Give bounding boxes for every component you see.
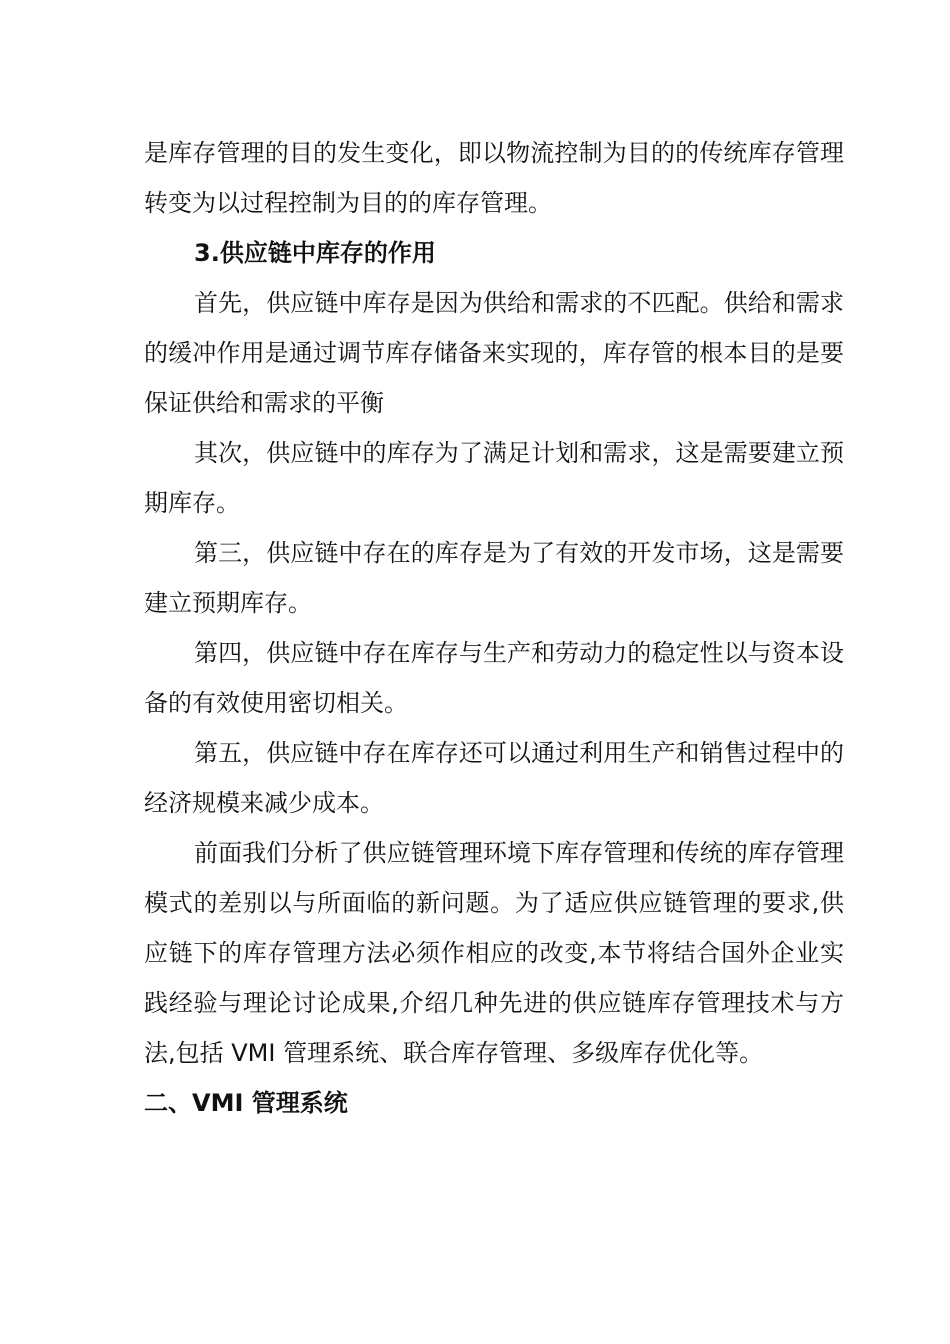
paragraph-third: 第三，供应链中存在的库存是为了有效的开发市场，这是需要建立预期库存。 bbox=[144, 539, 844, 617]
subheading-inventory-role: 3.供应链中库存的作用 bbox=[194, 239, 436, 267]
section-heading-vmi: 二、VMI 管理系统 bbox=[144, 1089, 348, 1117]
paragraph-fifth: 第五，供应链中存在库存还可以通过利用生产和销售过程中的经济规模来减少成本。 bbox=[144, 739, 844, 817]
paragraph-summary: 前面我们分析了供应链管理环境下库存管理和传统的库存管理模式的差别以与所面临的新问题。为了适应供应链管理的要求,供应链下的库存管理方法必须作相应的改变,本节将结合国外企业实践经验与理论讨论成果,介绍几种先进的供应链库存管理技术与方法,包括 VMI 管理系统、联合库存管理、多级库存优化等。 bbox=[144, 839, 844, 1067]
paragraph-continuation: 是库存管理的目的发生变化，即以物流控制为目的的传统库存管理转变为以过程控制为目的的库存管理。 bbox=[144, 139, 844, 217]
paragraph-fourth: 第四，供应链中存在库存与生产和劳动力的稳定性以与资本设备的有效使用密切相关。 bbox=[144, 639, 844, 717]
document-page bbox=[144, 128, 844, 1128]
paragraph-second: 其次，供应链中的库存为了满足计划和需求，这是需要建立预期库存。 bbox=[144, 439, 844, 517]
paragraph-first: 首先，供应链中库存是因为供给和需求的不匹配。供给和需求的缓冲作用是通过调节库存储备来实现的，库存管的根本目的是要保证供给和需求的平衡 bbox=[144, 289, 844, 417]
